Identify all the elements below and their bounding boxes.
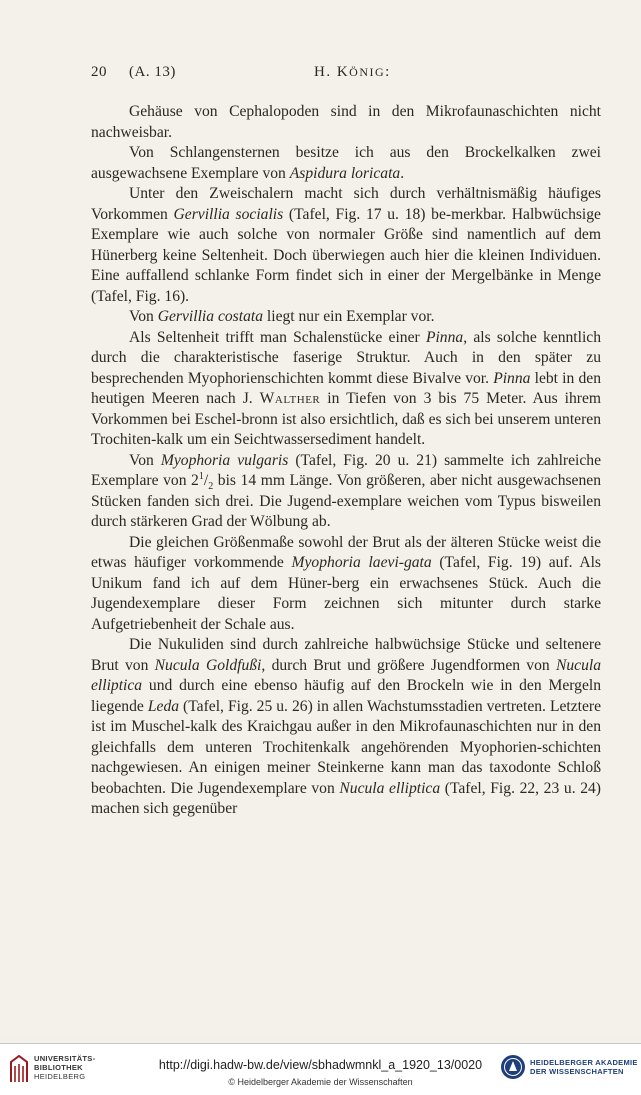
text-run: Von <box>129 451 161 469</box>
taxon-name: Myophoria laevi-gata <box>291 554 432 571</box>
taxon-name: Pinna <box>493 369 531 387</box>
academy-name: HEIDELBERGER AKADEMIE DER WISSENSCHAFTEN <box>530 1058 638 1076</box>
footer-bar <box>0 1043 641 1095</box>
text-run: Von Schlangensternen besitze ich aus den Brockelkalken zwei ausgewachsene Exemplare von <box>91 144 601 182</box>
text-run: Die Nukuliden sind durch zahlreiche halbwüchsige Stücke und seltenere Brut von <box>91 636 601 674</box>
text-run: (Tafel, Fig. 19) auf. Als Unikum fand ich auf dem Hüner-berg ein erwachsenes Stück. Auch die Jugendexemplare dieser Form zeichnen sich mitunter durch starke Aufgetriebenheit der Schale aus. <box>91 554 601 633</box>
text-run: , als solche kenntlich durch die charakteristische faserige Struktur. Auch in den später zu besprechenden Myophorienschichten kommt diese Bivalve vor. <box>91 328 601 387</box>
taxon-name: Gervillia socialis <box>173 205 284 223</box>
taxon-name: Gervillia costata <box>157 308 263 325</box>
taxon-name: Nucula Goldfußi <box>154 656 262 674</box>
text-run: . <box>400 164 405 182</box>
text-run: (Tafel, Fig. 22, 23 u. 24) machen sich gegenüber <box>91 779 601 817</box>
body-text <box>91 102 601 820</box>
permalink-url[interactable]: http://digi.hadw-bw.de/view/sbhadwmnkl_a_1920_13/0020 <box>158 1058 483 1072</box>
taxon-name: Leda <box>147 697 180 715</box>
text-run: 2 <box>208 481 214 493</box>
paragraph <box>91 307 601 328</box>
university-library-name: UNIVERSITÄTS- BIBLIOTHEK HEIDELBERG <box>34 1054 96 1081</box>
text-run: / <box>203 472 209 489</box>
running-header <box>91 64 601 84</box>
text-run: Von <box>129 308 158 325</box>
text-run: Als Seltenheit trifft man Schalenstücke einer <box>129 328 426 346</box>
text-run: bis 14 mm Länge. Von größeren, aber nicht ausgewachsenen Stücken fanden sich drei. Die Jugend-exemplare weichen vom Typus bisweilen durch stärkeren Grad der Wölbung ab. <box>91 472 601 530</box>
author-name: H. KÖNIG: <box>314 64 391 80</box>
text-run: und durch eine ebenso häufig auf den Brockeln wie in den Mergeln liegende <box>91 677 601 715</box>
taxon-name: Nucula elliptica <box>339 779 441 797</box>
paragraph <box>91 102 601 143</box>
text-run: in Tiefen von 3 bis 75 Meter. Aus ihrem Vorkommen bei Eschel-bronn ist also ersichtlich, daß es sich bei unserem unteren Trochiten-kalk um ein Seichtwassersediment handelt. <box>91 390 602 448</box>
paragraph <box>91 533 601 636</box>
paragraph <box>91 451 601 533</box>
paragraph <box>91 328 601 451</box>
paragraph <box>91 635 601 820</box>
paragraph <box>91 143 601 184</box>
text-run: Die gleichen Größenmaße sowohl der Brut als der älteren Stücke weist die etwas häufiger vorkommende <box>91 533 601 571</box>
text-run: (Tafel, Fig. 20 u. 21) sammelte ich zahlreiche Exemplare von 2 <box>91 451 601 489</box>
text-run: liegt nur ein Exemplar vor. <box>263 308 435 325</box>
taxon-name: Nucula elliptica <box>91 656 602 694</box>
copyright-notice: © Heidelberger Akademie der Wissenschaften <box>228 1077 413 1087</box>
taxon-name: Myophoria vulgaris <box>160 451 289 469</box>
text-run: (Tafel, Fig. 17 u. 18) be-merkbar. Halbwüchsige Exemplare wie auch solche von normaler Größe sind namentlich auf dem Hünerberg keine Seltenheit. Doch überwiegen auch hier die kleinen Individuen. Eine auffallend schlanke Form findet sich in einer der Mergelbänke in Menge (Tafel, Fig. 16). <box>91 205 601 305</box>
text-run: Gehäuse von Cephalopoden sind in den Mikrofaunaschichten nicht nachweisbar. <box>91 103 601 141</box>
page-number: 20 <box>91 64 107 80</box>
text-run: (Tafel, Fig. 25 u. 26) in allen Wachstumsstadien vertreten. Letztere ist im Muschel-kalk des Kraichgau außer in den Mikrofaunaschichten nur in den gleichfalls dem unteren Trochitenkalk angehörenden Myophorien-schichten nachgewiesen. An einigen meiner Steinkerne kann man das taxodonte Schloß beobachten. Die Jugendexemplare von <box>91 697 602 797</box>
text-run: Unter den Zweischalern macht sich durch verhältnismäßig häufiges Vorkommen <box>91 185 601 223</box>
academy-seal-icon <box>500 1054 526 1080</box>
taxon-name: Pinna <box>425 328 464 346</box>
taxon-name: Aspidura loricata <box>289 164 401 182</box>
author-reference: Walther <box>259 390 321 407</box>
section-number: (A. 13) <box>129 64 176 80</box>
text-run: , durch Brut und größere Jugendformen von <box>261 656 556 674</box>
text-run: lebt in den heutigen Meeren nach J. <box>91 369 601 407</box>
paragraph <box>91 184 601 307</box>
text-run: 1 <box>198 470 204 482</box>
